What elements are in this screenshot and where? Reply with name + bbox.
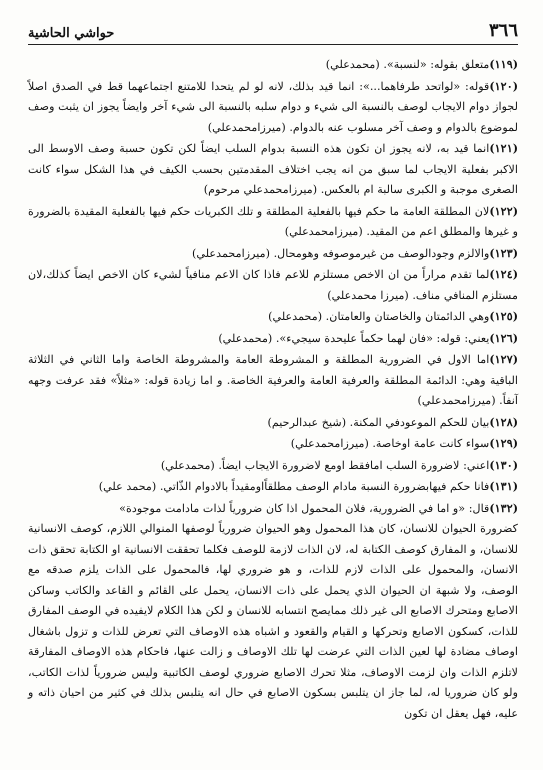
note-number: (١٣٢) — [489, 500, 518, 515]
note-126 — [28, 328, 518, 350]
note-130 — [28, 455, 518, 477]
note-text: قال: «و اما في الضرورية، فلان المحمول اذا كان ضرورياً لذات مادامت موجودة» — [119, 501, 490, 515]
page-header — [28, 20, 518, 45]
note-number: (١٢٨) — [489, 414, 518, 429]
note-number: (١٣٠) — [489, 457, 518, 472]
note-number: (١١٩) — [489, 57, 518, 71]
note-number: (١٢٥) — [489, 309, 518, 323]
note-129 — [28, 433, 518, 455]
note-number: (١٢١) — [489, 141, 518, 155]
commentary-paragraph: كضرورة الحيوان للانسان، كان هذا المحمول وهو الحيوان ضرورياً لوصفها المنوالي اللازم، كوصف الانسانية للانسان، و المفارق كوصف الكتابة له، لان الذات لازمة للوصف فكلما تحققت الانسانية او الكتابة تحقق ذات الانسان، والمحمول على الذات لازم للذات، و هو ضروري لها، فالمحمول على الذات يلزم صدقه مع الوصف، ولا شبهة ان الحيوان الذي يحمل على ذات الانسان، يحمل على القائم و القاعد والكاتب وساكن الاصابع ومتحرك الاصابع الى غير ذلك ممايصح انتسابه للانسان و لكن هذا الكلام لايفيده في الوصف المفارق للذات، كسكون الاصابع وتحركها و القيام والقعود و اشباه هذه الاوصاف التي تعرض للذات و تزول باشغال اوصاف مضادة لها لعين الذات التي عرضت لها تلك الاوصاف و زالت عنها، فاحكام هذه الاوصاف المفارقة لاتلزم الذات وان لزمت الاوصاف، مثلا تحرك الاصابع ضروري لوصف الكاتبية وليس ضرورياً لذات الكاتب، ولو كان ضروريا له، لما جاز ان يتلبس بسكون الاصابع في حال انه يتلبس بذلك في كثير من احيان ذاته و عليه، فهل يعقل ان تكون — [28, 522, 518, 720]
note-125 — [28, 306, 518, 328]
note-text: والالزم وجودالوصف من غيرموصوفه وهومحال. (ميرزامحمدعلي) — [192, 246, 490, 260]
note-text: سواء كانت عامة اوخاصة. (ميرزامحمدعلي) — [290, 437, 490, 450]
note-text: فانا حكم فيهابضرورة النسبة مادام الوصف مطلقاًاومقيداً بالادوام الذّاتي. (محمد علي) — [98, 480, 490, 493]
note-119 — [28, 54, 518, 76]
note-number: (١٢٣) — [489, 245, 518, 260]
note-number: (١٢٢) — [489, 203, 518, 218]
note-text: اما الاول في الضرورية المطلقة و المشروطة العامة والمشروطة الخاصة واما الثاني في الثلاثة الباقية وهي: الدائمة المطلقة والعرفية العامة والعرفية الخاصة. و اما زيادة قوله: «مثلاً» فقد عرفت وجهه آنفاً. (ميرزامحمدعلي) — [28, 353, 518, 407]
note-text: بيان للحكم الموعودفي المكنة. (شيخ عبدالرحيم) — [267, 415, 490, 429]
note-number: (١٢٩) — [489, 436, 518, 450]
note-122 — [28, 201, 518, 243]
note-127 — [28, 349, 518, 412]
note-text: متعلق بقوله: «لنسبة». (محمدعلي) — [325, 58, 490, 71]
note-number: (١٣١) — [489, 479, 518, 493]
running-title: حواشي الحاشية — [28, 26, 115, 41]
note-128 — [28, 412, 518, 434]
note-number: (١٢٠) — [489, 78, 518, 93]
page-number: ٣٦٦ — [488, 20, 518, 41]
note-number: (١٢٤) — [489, 267, 518, 281]
note-121 — [28, 138, 518, 201]
note-131 — [28, 476, 518, 498]
note-123 — [28, 243, 518, 265]
note-text: انما قيد به، لانه يجوز ان تكون هذه النسبة بدوام السلب ايضاً لكن تكون حسبة وصف الاوسط الى الاكبر بفعلية الايجاب لما سبق من انه يجب اختلاف المقدمتين بحسب الكيف في هذا الشكل سواء كانت الصغرى موجبة و الكبرى سالبة ام بالعكس. (ميرزامحمدعلي مرحوم) — [28, 142, 518, 196]
note-132 — [28, 498, 518, 520]
note-text: اعني: لاضرورة السلب امافقط اومع لاضرورة الايجاب ايضاً. (محمدعلي) — [160, 458, 490, 472]
note-number: (١٢٧) — [489, 352, 518, 366]
note-text: يعني: قوله: «فان لهما حكماً عليحدة سيجيء». (محمدعلي) — [218, 331, 490, 345]
note-text: لان المطلقة العامة ما حكم فيها بالفعلية المطلقة و تلك الكبريات حكم فيها بالفعلية المقيدة بالضرورة و غيرها والمطلق اعم من المقيد. (ميرزامحمدعلي) — [28, 204, 518, 238]
note-text: وهي الدائمتان والخاصتان والعامتان. (محمدعلي) — [268, 310, 490, 323]
note-text: قوله: «لواتحد طرفاهما...»: انما قيد بذلك، لانه لو لم يتحدا للامتنع اجتماعهما قط في الصدق اصلاً لجواز دوام الايجاب لوصف بالنسبة الى شيء و دوام سلبه بالنسبة الى شيء آخر وايضاً يجوز ان يثبت وصف لموضوع بالدوام و وصف آخر مسلوب عنه بالدوام. (ميرزامحمدعلي) — [28, 79, 518, 134]
note-number: (١٢٦) — [489, 330, 518, 345]
note-text: لما تقدم مراراً من ان الاخص مستلزم للاعم فاذا كان الاعم منافياً لشيء كان الاخص ايضاً كذلك،لان مستلزم المنافي مناف. (ميرزا محمدعلي) — [28, 268, 518, 302]
note-120 — [28, 76, 518, 139]
footnotes — [28, 54, 518, 519]
note-124 — [28, 264, 518, 306]
